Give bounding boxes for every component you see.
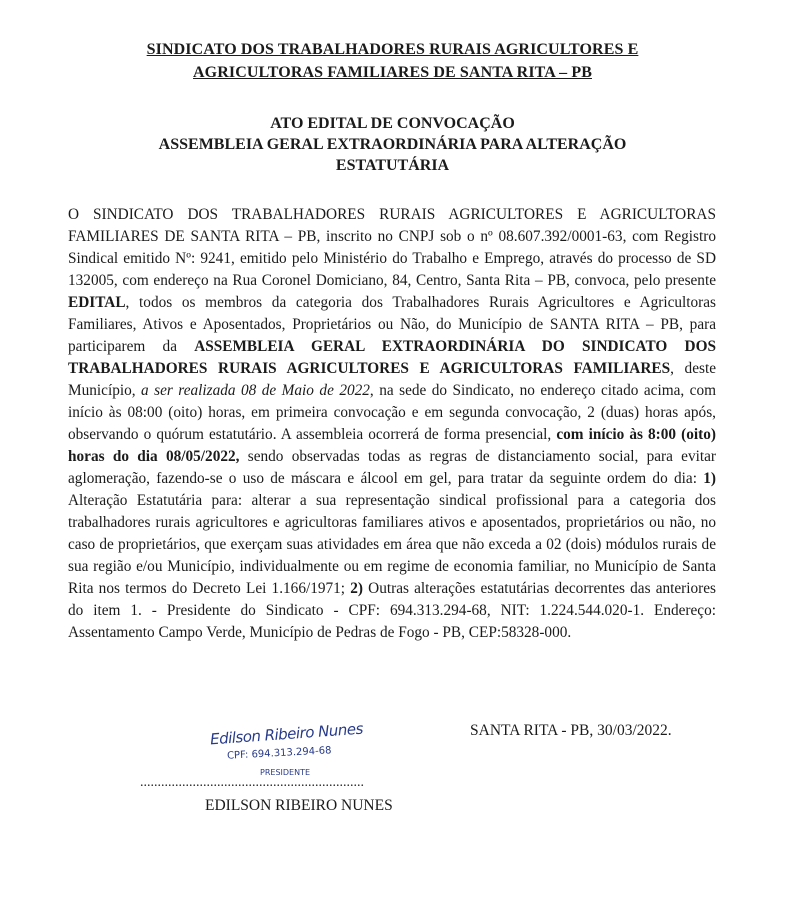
body-segment: , na sede do Sindicato, no endereço citado acima, com início às 08:00 (oito) horas, em primeira convocação e em segunda convocação, 2 (duas) horas após, observando o quórum estatutário. A assembleia ocorrerá de forma presencial, — [68, 382, 717, 443]
body-segment: , todos os membros da categoria dos Trabalhadores Rurais Agricultores e Agricultoras Familiares, Ativos e Aposentados, Proprietários ou Não, do Município de SANTA RITA – PB, para participarem da — [68, 294, 716, 355]
body-segment: , deste Município, — [68, 360, 716, 399]
title-line-3: ESTATUTÁRIA — [335, 157, 450, 174]
header-line-2: AGRICULTORAS FAMILIARES DE SANTA RITA – PB — [193, 64, 592, 81]
date-line: SANTA RITA - PB, 30/03/2022. — [470, 722, 672, 739]
union-header — [60, 38, 725, 84]
body-bold-segment: com início às 8:00 (oito) horas do dia 08/05/2022, — [68, 426, 716, 465]
edict-body — [68, 204, 716, 644]
body-italic-segment: a ser realizada 08 de Maio de 2022 — [141, 382, 370, 399]
body-bold-segment: 1) — [703, 470, 716, 487]
body-segment: Outras alterações estatutárias decorrentes das anteriores do item 1. - Presidente do Sindicato - CPF: 694.313.294-68, NIT: 1.224.544.020-1. Endereço: Assentamento Campo Verde, Município de Pedras de Fogo - PB, CEP:58328-000. — [68, 580, 717, 641]
signature-line: ................................................................ — [140, 775, 364, 790]
body-bold-segment: EDITAL — [68, 294, 126, 311]
signer-name: EDILSON RIBEIRO NUNES — [205, 797, 393, 814]
title-line-2: ASSEMBLEIA GERAL EXTRAORDINÁRIA PARA ALTERAÇÃO — [158, 136, 627, 153]
signature-name: Edilson Ribeiro Nunes — [209, 719, 364, 749]
body-bold-segment: ASSEMBLEIA GERAL EXTRAORDINÁRIA DO SINDICATO DOS TRABALHADORES RURAIS AGRICULTORES E AGRICULTORAS FAMILIARES — [68, 338, 716, 377]
body-segment: sendo observadas todas as regras de distanciamento social, para evitar aglomeração, fazendo-se o uso de máscara e álcool em gel, para tratar da seguinte ordem do dia: — [68, 448, 717, 487]
body-segment: Alteração Estatutária para: alterar a sua representação sindical profissional para a categoria dos trabalhadores rurais agricultores e agricultoras familiares ativos e aposentados, proprietários ou não, no caso de proprietários, que exerçam suas atividades em área que não exceda a 02 (dois) módulos rurais de sua região e/ou Município, individualmente ou em regime de economia familiar, no Município de Santa Rita nos termos do Decreto Lei 1.166/1971; — [68, 492, 716, 597]
signature-title: PRESIDENTE — [260, 768, 311, 777]
title-line-1: ATO EDITAL DE CONVOCAÇÃO — [270, 115, 515, 132]
body-segment: O SINDICATO DOS TRABALHADORES RURAIS AGRICULTORES E AGRICULTORAS FAMILIARES DE SANTA RITA – PB, inscrito no CNPJ sob o nº 08.607.392/0001-63, com Registro Sindical emitido Nº: 9241, emitido pelo Ministério do Trabalho e Emprego, através do processo de SD 132005, com endereço na Rua Coronel Domiciano, 84, Centro, Santa Rita – PB, convoca, pelo presente — [68, 206, 716, 289]
signature-cpf: CPF: 694.313.294-68 — [226, 745, 332, 762]
body-bold-segment: 2) — [350, 580, 363, 597]
edict-title — [60, 113, 725, 176]
header-line-1: SINDICATO DOS TRABALHADORES RURAIS AGRICULTORES E — [146, 41, 639, 58]
